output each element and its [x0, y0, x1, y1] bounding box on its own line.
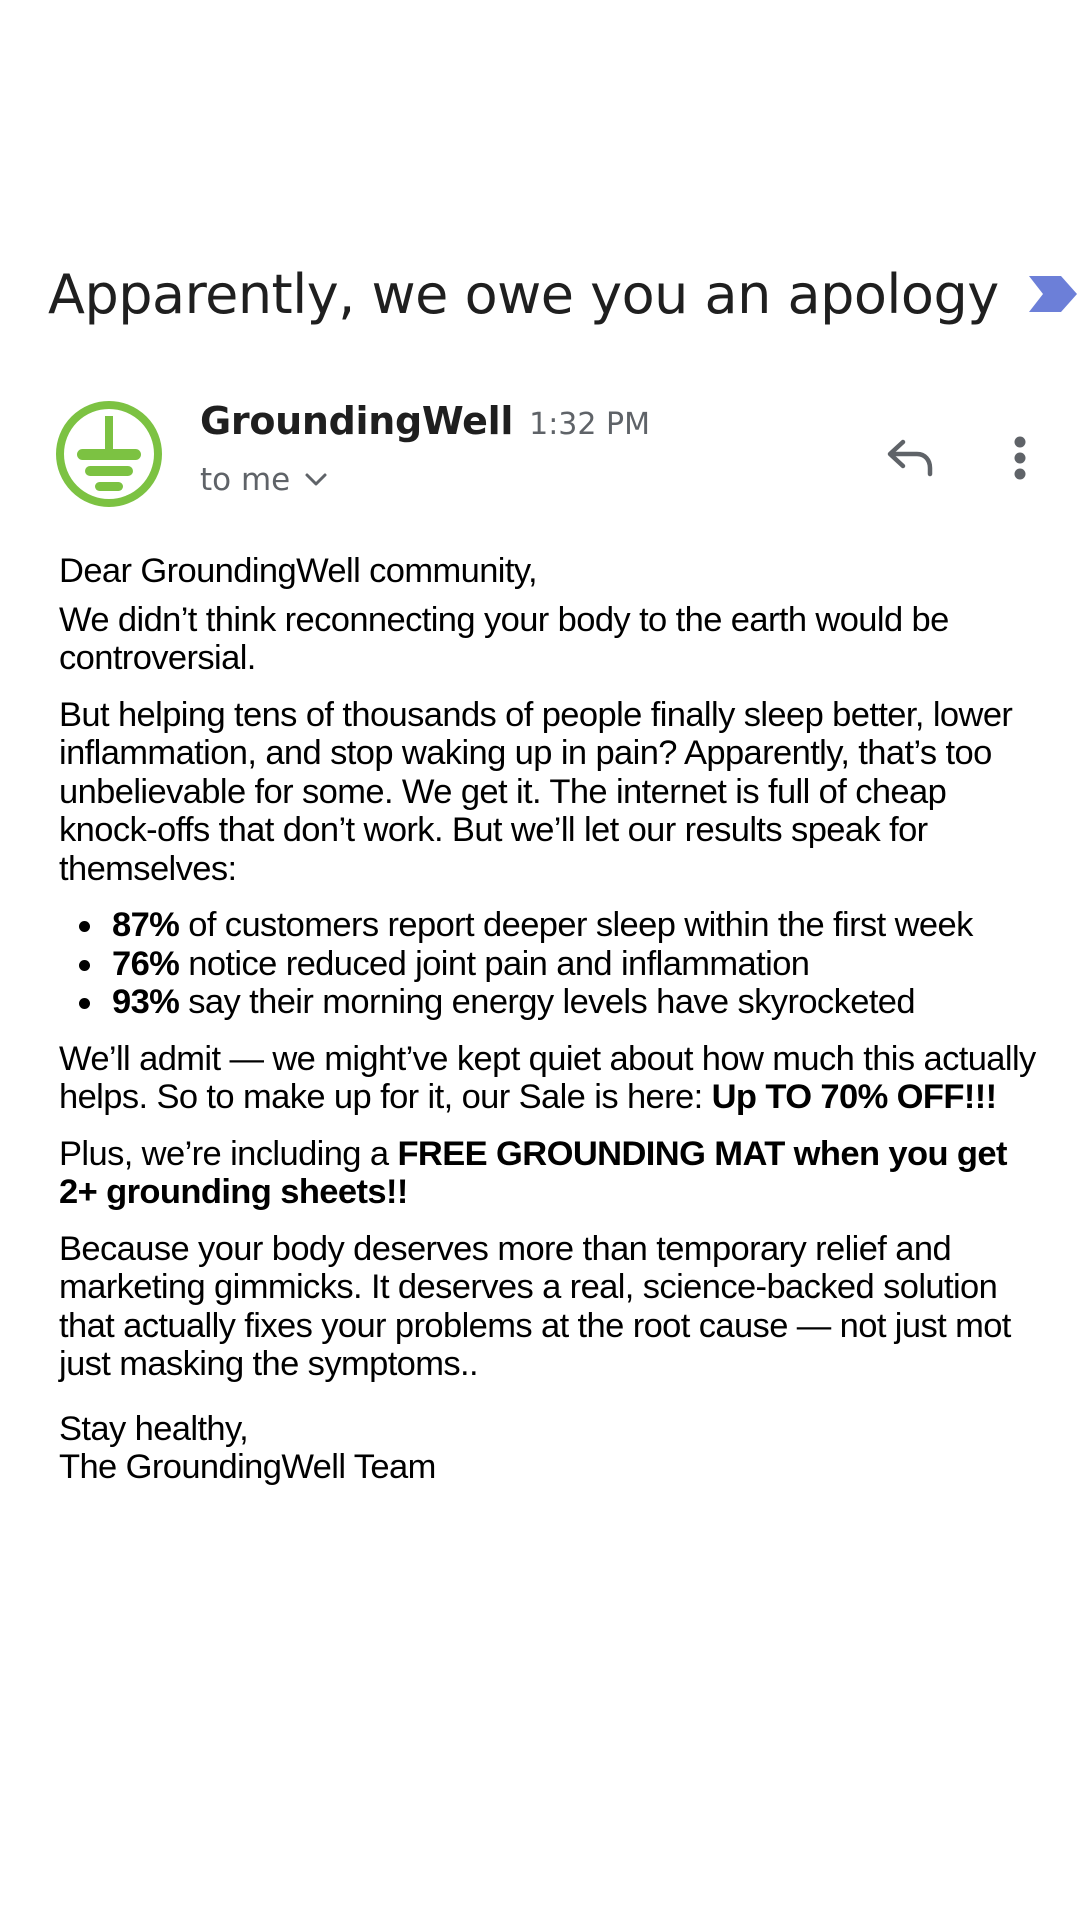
body-paragraph-4 [59, 1135, 1039, 1212]
stat-value: 87% [112, 906, 180, 944]
signoff: Stay healthy, [59, 1409, 249, 1448]
sale-highlight: Up TO 70% OFF!!! [711, 1078, 997, 1116]
greeting: Dear GroundingWell community, [59, 552, 537, 590]
list-item [59, 983, 1039, 1022]
stat-value: 76% [112, 944, 180, 983]
list-item [59, 906, 1039, 945]
bullet-icon [79, 921, 90, 932]
recipient-details-toggle[interactable] [200, 462, 328, 498]
more-options-button[interactable] [1000, 428, 1040, 488]
stat-text: notice reduced joint pain and inflammation [179, 944, 810, 983]
body-paragraph-5: Because your body deserves more than temporary relief and marketing gimmicks. It deserves a real, science-backed solution that actually fixes your problems at the root cause — not just mot just masking the symptoms.. [59, 1229, 1011, 1383]
body-paragraph-2: But helping tens of thousands of people finally sleep better, lower inflammation, and stop waking up in pain? Apparently, that’s too unbelievable for some. We get it. The internet is full of cheap knock-offs that don’t work. But we’ll let our results speak for themselves: [59, 695, 1013, 888]
offer-highlight: FREE GROUNDING MAT when you get 2+ grounding sheets!! [59, 1134, 1007, 1211]
email-subject: Apparently, we owe you an apology [48, 262, 999, 326]
more-vert-icon [1013, 436, 1027, 480]
body-paragraph-1: We didn’t think reconnecting your body to the earth would be controversial. [59, 600, 949, 677]
subject-row [48, 262, 1077, 326]
list-item [59, 945, 1039, 984]
body-paragraph-3 [59, 1040, 1039, 1117]
stat-value: 93% [112, 983, 180, 1021]
bullet-icon [79, 960, 90, 971]
signature: The GroundingWell Team [59, 1448, 436, 1486]
sender-name[interactable]: GroundingWell [200, 399, 514, 443]
ground-symbol-icon[interactable] [55, 400, 163, 508]
reply-button[interactable] [880, 428, 940, 488]
stat-text: of customers report deeper sleep within the first week [179, 906, 973, 944]
offer-text: Plus, we’re including a [59, 1134, 398, 1173]
recipient-label: to me [200, 462, 291, 498]
chevron-down-icon [304, 471, 328, 489]
stats-list [59, 906, 1039, 1022]
sender-row [200, 399, 650, 443]
sale-text: We’ll admit — we might’ve kept quiet about how much this actually helps. So to make up for it, our Sale is here: [59, 1039, 1036, 1116]
signoff-block [59, 1410, 1039, 1487]
sent-time: 1:32 PM [529, 407, 650, 442]
stat-text: say their morning energy levels have skyrocketed [179, 983, 915, 1021]
importance-marker-icon[interactable] [1029, 274, 1077, 314]
reply-icon [886, 438, 934, 478]
bullet-icon [79, 998, 90, 1009]
email-body [59, 552, 1039, 1487]
